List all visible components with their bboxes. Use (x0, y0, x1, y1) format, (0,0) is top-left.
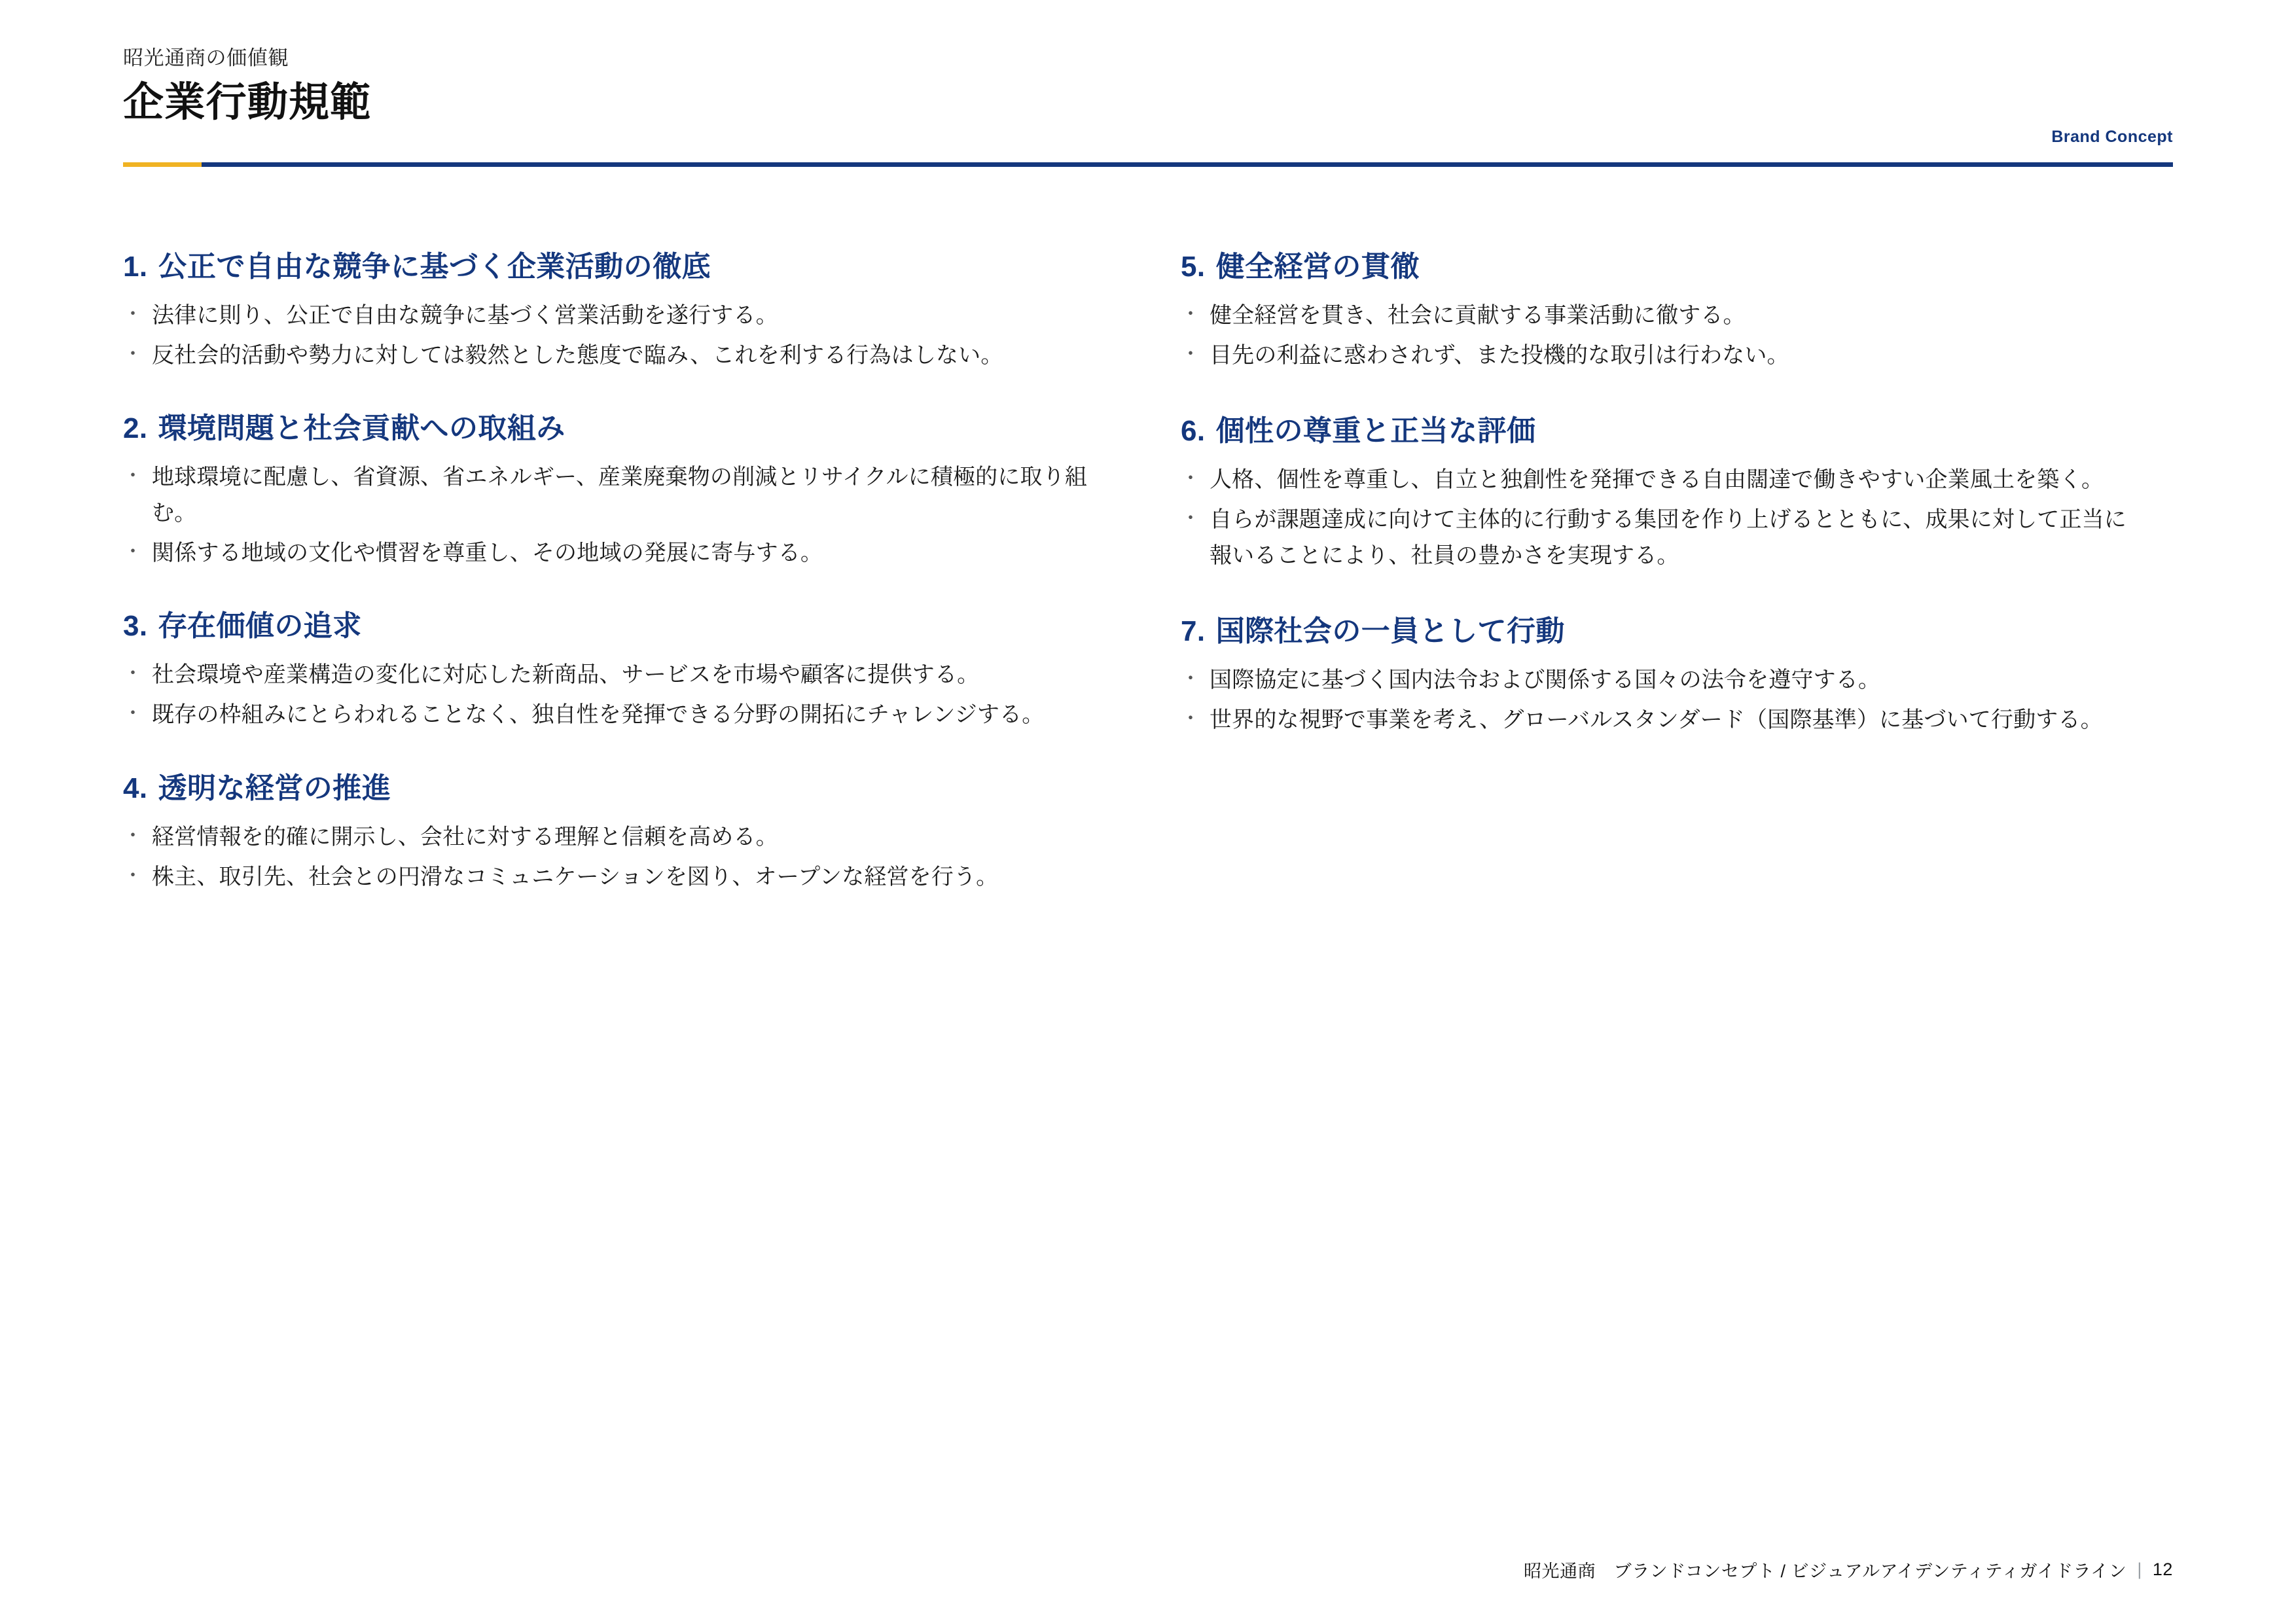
bullet-dot-icon: ・ (123, 703, 143, 725)
section-1 (123, 249, 1102, 374)
bullet-list (1181, 462, 2160, 574)
list-item-text: 地球環境に配慮し、省資源、省エネルギー、産業廃棄物の削減とリサイクルに積極的に取り組む。 (152, 465, 1088, 526)
section-title: 健全経営の貫徹 (1215, 251, 1420, 283)
section-heading (1181, 613, 2160, 649)
bullet-dot-icon: ・ (1181, 708, 1201, 730)
bullet-dot-icon: ・ (1181, 468, 1201, 490)
section-title: 公正で自由な競争に基づく企業活動の徹底 (158, 251, 711, 283)
list-item (1181, 502, 2160, 574)
bullet-list (123, 298, 1102, 374)
bullet-dot-icon: ・ (123, 865, 143, 887)
section-title: 個性の尊重と正当な評価 (1215, 415, 1536, 448)
section-heading (123, 608, 1102, 644)
header-section-label: Brand Concept (2051, 128, 2173, 146)
bullet-dot-icon: ・ (1181, 508, 1201, 530)
bullet-dot-icon: ・ (123, 304, 143, 325)
section-title: 存在価値の追求 (158, 610, 362, 643)
bullet-list (123, 459, 1102, 571)
section-number: 4. (123, 772, 148, 804)
page-title: 企業行動規範 (123, 80, 372, 126)
list-item (123, 819, 1102, 855)
right-column (1181, 249, 2160, 899)
bullet-list (1181, 662, 2160, 738)
list-item (1181, 338, 2160, 374)
section-number: 3. (123, 610, 148, 643)
bullet-dot-icon: ・ (123, 465, 143, 488)
footer-page-number: 12 (2152, 1560, 2173, 1579)
bullet-dot-icon: ・ (1181, 344, 1201, 366)
list-item-text: 既存の枠組みにとらわれることなく、独自性を発揮できる分野の開拓にチャレンジする。 (152, 702, 1045, 728)
left-column (123, 249, 1102, 899)
list-item (123, 859, 1102, 895)
page-header (123, 46, 2173, 177)
footer-separator: | (2137, 1560, 2142, 1579)
list-item-text: 自らが課題達成に向けて主体的に行動する集団を作り上げるとともに、成果に対して正当に報いることにより、社員の豊かさを実現する。 (1210, 507, 2126, 569)
bullet-list (1181, 298, 2160, 374)
bullet-dot-icon: ・ (1181, 304, 1201, 325)
list-item-text: 国際協定に基づく国内法令および関係する国々の法令を遵守する。 (1210, 668, 1881, 693)
list-item (123, 459, 1102, 531)
list-item (123, 657, 1102, 693)
list-item-text: 反社会的活動や勢力に対しては毅然とした態度で臨み、これを利する行為はしない。 (152, 343, 1003, 368)
list-item (1181, 702, 2160, 738)
section-number: 2. (123, 412, 148, 445)
bullet-dot-icon: ・ (1181, 668, 1201, 690)
bullet-dot-icon: ・ (123, 663, 143, 685)
list-item (1181, 462, 2160, 498)
section-heading (123, 410, 1102, 446)
section-heading (123, 249, 1102, 285)
bullet-list (123, 819, 1102, 895)
header-rule (123, 162, 2173, 167)
section-title: 環境問題と社会貢献への取組み (158, 412, 565, 445)
section-title: 国際社会の一員として行動 (1215, 615, 1565, 648)
section-number: 6. (1181, 415, 1206, 448)
section-number: 1. (123, 251, 148, 283)
list-item (123, 535, 1102, 571)
bullet-dot-icon: ・ (123, 541, 143, 563)
bullet-dot-icon: ・ (123, 825, 143, 847)
list-item (1181, 298, 2160, 334)
list-item-text: 株主、取引先、社会との円滑なコミュニケーションを図り、オープンな経営を行う。 (152, 864, 999, 889)
section-heading (123, 770, 1102, 806)
list-item (123, 338, 1102, 374)
section-3 (123, 608, 1102, 733)
page-footer (123, 1557, 2173, 1582)
list-item (1181, 662, 2160, 698)
list-item-text: 世界的な視野で事業を考え、グローバルスタンダード（国際基準）に基づいて行動する。 (1210, 707, 2103, 733)
list-item-text: 健全経営を貫き、社会に貢献する事業活動に徹する。 (1210, 303, 1746, 328)
section-4 (123, 770, 1102, 895)
section-number: 7. (1181, 615, 1206, 648)
bullet-dot-icon: ・ (123, 344, 143, 366)
section-7 (1181, 613, 2160, 738)
section-6 (1181, 413, 2160, 574)
section-5 (1181, 249, 2160, 374)
header-rule-accent (123, 162, 202, 167)
footer-document-title: 昭光通商 ブランドコンセプト / ビジュアルアイデンティティガイドライン (1523, 1561, 2127, 1581)
list-item (123, 298, 1102, 334)
list-item (123, 697, 1102, 733)
bullet-list (123, 657, 1102, 733)
section-2 (123, 410, 1102, 571)
list-item-text: 人格、個性を尊重し、自立と独創性を発揮できる自由闊達で働きやすい企業風土を築く。 (1210, 467, 2104, 493)
content-columns (123, 249, 2173, 899)
section-number: 5. (1181, 251, 1206, 283)
list-item-text: 目先の利益に惑わされず、また投機的な取引は行わない。 (1210, 343, 1789, 368)
list-item-text: 法律に則り、公正で自由な競争に基づく営業活動を遂行する。 (152, 303, 778, 328)
list-item-text: 関係する地域の文化や慣習を尊重し、その地域の発展に寄与する。 (152, 541, 823, 566)
header-eyebrow: 昭光通商の価値観 (123, 46, 289, 69)
section-heading (1181, 413, 2160, 449)
list-item-text: 経営情報を的確に開示し、会社に対する理解と信頼を高める。 (152, 824, 778, 849)
section-heading (1181, 249, 2160, 285)
section-title: 透明な経営の推進 (158, 772, 391, 804)
list-item-text: 社会環境や産業構造の変化に対応した新商品、サービスを市場や顧客に提供する。 (152, 662, 980, 688)
